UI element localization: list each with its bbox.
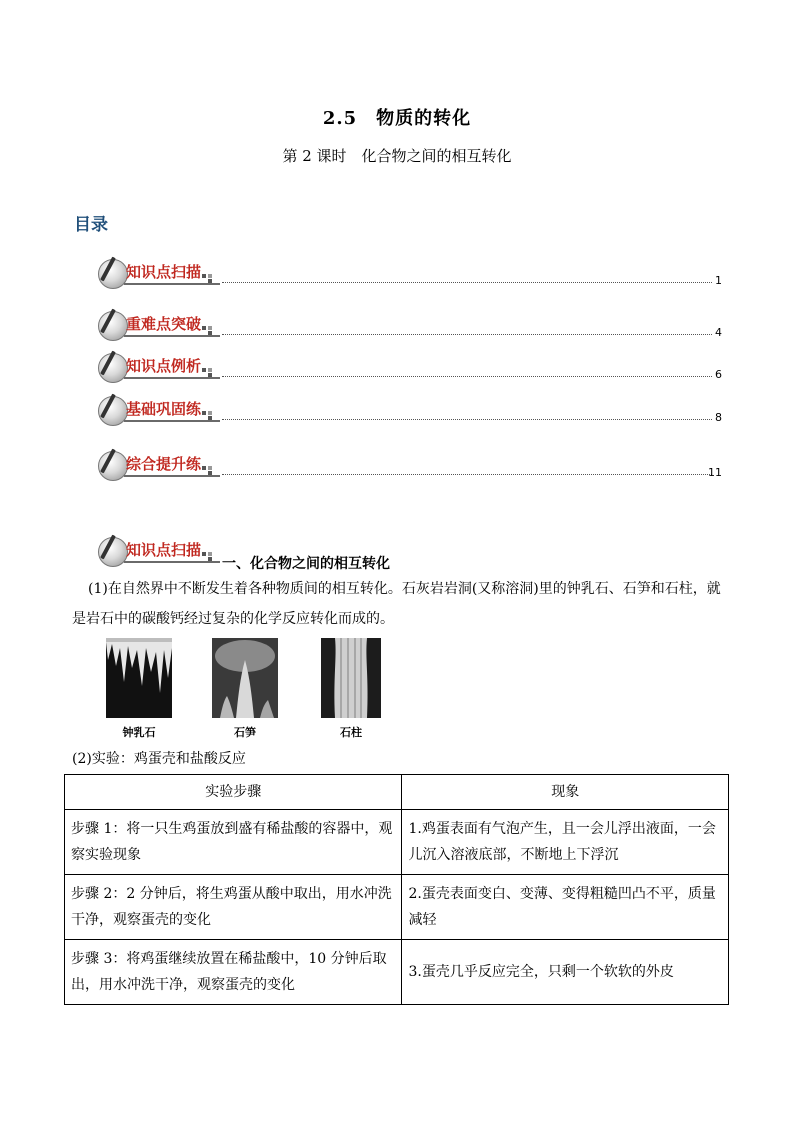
squares-icon bbox=[202, 274, 214, 284]
toc-page-number: 4 bbox=[715, 326, 722, 339]
page-title: 2.5 物质的转化 bbox=[322, 108, 472, 129]
table-header-row bbox=[65, 775, 729, 810]
toc-page-number: 6 bbox=[715, 368, 722, 381]
toc-item-label: 重难点突破 bbox=[126, 315, 202, 333]
toc-item-label: 基础巩固练 bbox=[126, 400, 202, 418]
squares-icon bbox=[202, 411, 214, 421]
toc-leader-dots bbox=[222, 419, 712, 420]
paragraph-2: (2)实验：鸡蛋壳和盐酸反应 bbox=[72, 751, 246, 767]
toc-item-label: 知识点例析 bbox=[126, 357, 202, 375]
table-cell: 3.蛋壳几乎反应完全，只剩一个软软的外皮 bbox=[402, 940, 729, 1005]
stalagmite-image bbox=[212, 638, 278, 718]
table-cell: 步骤 2：2 分钟后，将生鸡蛋从酸中取出，用水冲洗干净，观察蛋壳的变化 bbox=[65, 875, 402, 940]
section-badge bbox=[98, 450, 222, 482]
page-subtitle: 第 2 课时 化合物之间的相互转化 bbox=[282, 147, 512, 165]
photo-row bbox=[106, 638, 386, 742]
table-cell: 步骤 3：将鸡蛋继续放置在稀盐酸中，10 分钟后取出，用水冲洗干净，观察蛋壳的变化 bbox=[65, 940, 402, 1005]
toc-item-label: 知识点扫描 bbox=[126, 263, 202, 281]
photo-caption: 石笋 bbox=[234, 726, 256, 739]
table-header-cell: 实验步骤 bbox=[65, 775, 402, 810]
squares-icon bbox=[202, 466, 214, 476]
toc-page-number: 1 bbox=[715, 274, 722, 287]
table-row bbox=[65, 940, 729, 1005]
toc-item-advanced-practice[interactable] bbox=[98, 450, 722, 484]
toc-item-basic-practice[interactable] bbox=[98, 395, 722, 429]
squares-icon bbox=[202, 552, 214, 562]
paragraph-1: (1)在自然界中不断发生着各种物质间的相互转化。石灰岩岩洞(又称溶洞)里的钟乳石、石笋和石柱，就是岩石中的碳酸钙经过复杂的化学反应转化而成的。 bbox=[72, 581, 721, 627]
section-badge bbox=[98, 258, 222, 290]
section-badge bbox=[98, 536, 222, 568]
table-cell: 2.蛋壳表面变白、变薄、变得粗糙凹凸不平，质量减轻 bbox=[402, 875, 729, 940]
experiment-table bbox=[64, 774, 729, 1005]
toc-item-key-points[interactable] bbox=[98, 310, 722, 344]
squares-icon bbox=[202, 326, 214, 336]
section-heading: 一、化合物之间的相互转化 bbox=[222, 556, 390, 572]
toc-page-number: 11 bbox=[708, 466, 722, 479]
column-image bbox=[318, 638, 384, 718]
toc-leader-dots bbox=[222, 474, 712, 475]
photo-caption: 钟乳石 bbox=[122, 726, 156, 739]
table-row bbox=[65, 875, 729, 940]
toc-item-examples[interactable] bbox=[98, 352, 722, 386]
section-badge bbox=[98, 352, 222, 384]
toc-heading: 目录 bbox=[74, 215, 108, 235]
section-badge bbox=[98, 310, 222, 342]
table-cell: 1.鸡蛋表面有气泡产生，且一会儿浮出液面，一会儿沉入溶液底部，不断地上下浮沉 bbox=[402, 810, 729, 875]
section-badge-label: 知识点扫描 bbox=[126, 541, 202, 559]
table-header-cell: 现象 bbox=[402, 775, 729, 810]
toc-item-knowledge-scan[interactable] bbox=[98, 258, 722, 292]
table-cell: 步骤 1：将一只生鸡蛋放到盛有稀盐酸的容器中，观察实验现象 bbox=[65, 810, 402, 875]
toc-item-label: 综合提升练 bbox=[126, 455, 202, 473]
table-row bbox=[65, 810, 729, 875]
stalactite-image bbox=[106, 638, 172, 718]
toc-leader-dots bbox=[222, 376, 712, 377]
toc-leader-dots bbox=[222, 334, 712, 335]
section-badge bbox=[98, 395, 222, 427]
photo-caption: 石柱 bbox=[340, 726, 362, 739]
toc-leader-dots bbox=[222, 282, 712, 283]
toc-page-number: 8 bbox=[715, 411, 722, 424]
section-header bbox=[98, 536, 498, 570]
squares-icon bbox=[202, 368, 214, 378]
